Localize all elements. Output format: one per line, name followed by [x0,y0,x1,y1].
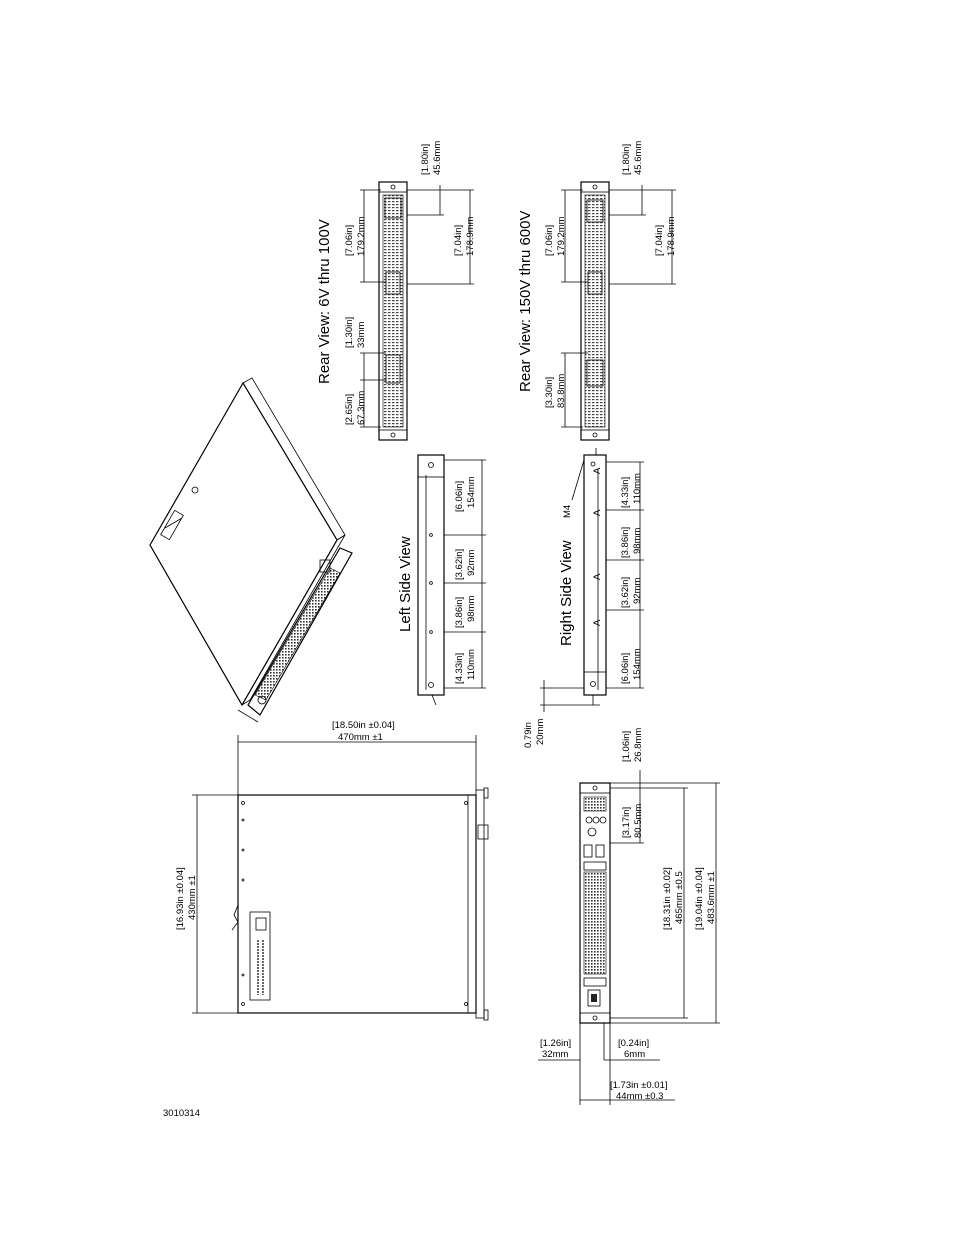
svg-text:A: A [592,467,603,474]
svg-text:[7.04in]: [7.04in] [654,224,665,256]
svg-text:[19.04in ±0.04]: [19.04in ±0.04] [694,867,705,930]
svg-text:67.3mm: 67.3mm [356,390,367,425]
isometric-view [150,378,352,722]
svg-text:0.79in: 0.79in [523,722,534,748]
svg-text:[4.33in]: [4.33in] [620,476,631,508]
svg-text:178.9mm: 178.9mm [666,216,677,256]
right-side-view [523,448,644,748]
svg-text:[7.04in]: [7.04in] [453,224,464,256]
svg-text:98mm: 98mm [466,595,477,622]
svg-text:[3.62in]: [3.62in] [454,548,465,580]
svg-text:[1.30in]: [1.30in] [344,316,355,348]
svg-text:A: A [592,509,603,516]
svg-text:20mm: 20mm [535,718,546,745]
svg-text:[3.17in]: [3.17in] [621,806,632,838]
svg-text:[2.65in]: [2.65in] [344,393,355,425]
svg-text:[6.06in]: [6.06in] [620,652,631,684]
svg-text:[3.62in]: [3.62in] [620,576,631,608]
top-view-chassis [238,795,476,1013]
drawing-number: 3010314 [163,1108,200,1119]
svg-text:45.6mm: 45.6mm [432,140,443,175]
svg-text:[7.06in]: [7.06in] [544,224,555,256]
svg-text:[1.06in]: [1.06in] [621,730,632,762]
svg-text:110mm: 110mm [466,649,477,680]
svg-text:[18.31in ±0.02]: [18.31in ±0.02] [662,867,673,930]
rear-view-high-title: Rear View: 150V thru 600V [517,210,534,392]
svg-text:[6.06in]: [6.06in] [454,480,465,512]
svg-text:83.8mm: 83.8mm [556,373,567,408]
svg-text:179.2mm: 179.2mm [356,216,367,256]
svg-text:A: A [592,619,603,626]
svg-text:[1.26in]: [1.26in] [540,1038,572,1049]
left-side-chassis [418,455,444,695]
svg-text:[1.80in]: [1.80in] [420,143,431,175]
svg-text:470mm ±1: 470mm ±1 [338,732,383,743]
svg-text:92mm: 92mm [632,577,643,604]
svg-text:178.9mm: 178.9mm [465,216,476,256]
svg-text:45.6mm: 45.6mm [633,140,644,175]
svg-text:154mm: 154mm [632,648,643,680]
svg-text:430mm ±1: 430mm ±1 [187,875,198,920]
svg-text:[3.86in]: [3.86in] [620,526,631,558]
left-side-title: Left Side View [397,536,414,632]
svg-text:6mm: 6mm [624,1049,646,1060]
svg-text:465mm ±0.5: 465mm ±0.5 [674,871,685,924]
top-view [175,720,488,1020]
svg-text:44mm ±0.3: 44mm ±0.3 [616,1091,664,1102]
svg-text:80.5mm: 80.5mm [633,803,644,838]
rear-view-low-title: Rear View: 6V thru 100V [316,219,333,384]
svg-text:179.2mm: 179.2mm [556,216,567,256]
svg-text:26.8mm: 26.8mm [633,727,644,762]
svg-text:33mm: 33mm [356,321,367,348]
svg-text:[7.06in]: [7.06in] [344,224,355,256]
svg-text:[3.86in]: [3.86in] [454,596,465,628]
svg-text:[16.93in ±0.04]: [16.93in ±0.04] [175,867,186,930]
svg-text:[4.33in]: [4.33in] [454,652,465,684]
svg-text:[1.73in ±0.01]: [1.73in ±0.01] [610,1080,668,1091]
svg-text:92mm: 92mm [466,549,477,576]
svg-text:[0.24in]: [0.24in] [618,1038,650,1049]
svg-text:110mm: 110mm [632,473,643,504]
right-side-title: Right Side View [558,540,575,646]
svg-text:A: A [592,573,603,580]
svg-text:154mm: 154mm [466,476,477,508]
m4-label: M4 [562,504,573,518]
svg-text:[18.50in ±0.04]: [18.50in ±0.04] [332,720,395,731]
svg-text:32mm: 32mm [542,1049,569,1060]
rear-view-low-voltage [316,141,476,440]
svg-text:483.6mm ±1: 483.6mm ±1 [706,871,717,924]
front-view [538,728,720,1105]
svg-text:98mm: 98mm [632,527,643,554]
svg-text:[1.80in]: [1.80in] [621,143,632,175]
left-side-view [397,455,486,705]
svg-text:[3.30in]: [3.30in] [544,376,555,408]
rear-view-high-voltage [517,141,677,440]
